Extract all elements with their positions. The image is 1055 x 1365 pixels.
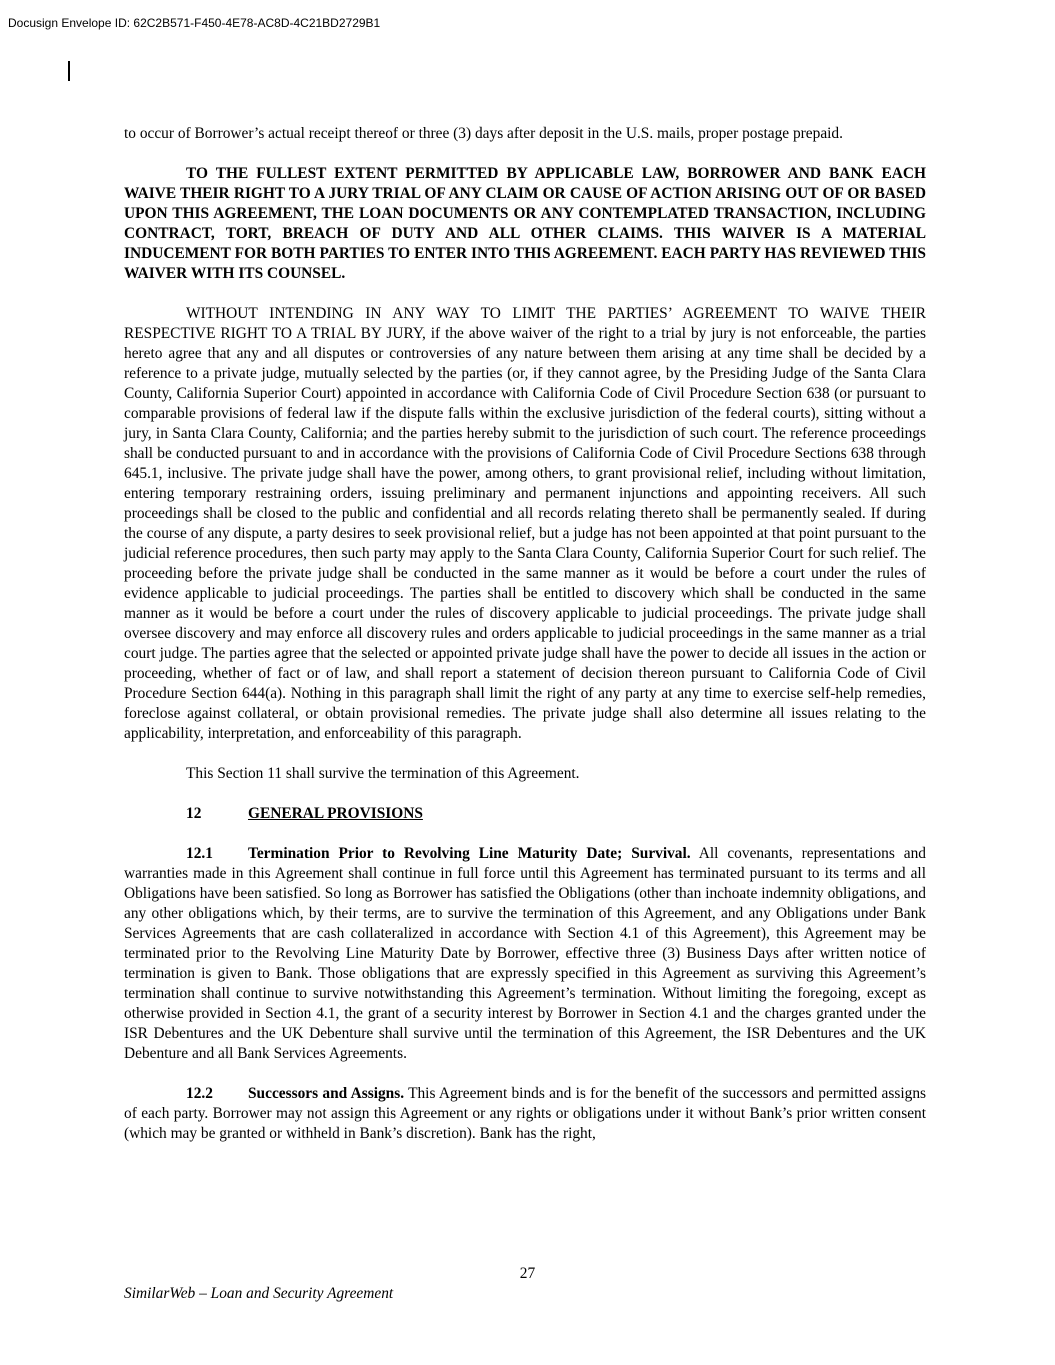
revision-margin-bar [68, 61, 70, 81]
section-12-1-title: Termination Prior to Revolving Line Maturity Date; Survival. [248, 845, 691, 862]
section-12-title: GENERAL PROVISIONS [248, 805, 423, 822]
paragraph-notice-continuation: to occur of Borrower’s actual receipt thereof or three (3) days after deposit in the U.S. mails, proper postage prepaid. [124, 125, 843, 142]
docusign-envelope-id: Docusign Envelope ID: 62C2B571-F450-4E78-AC8D-4C21BD2729B1 [8, 16, 381, 30]
paragraph-jury-waiver: TO THE FULLEST EXTENT PERMITTED BY APPLICABLE LAW, BORROWER AND BANK EACH WAIVE THEIR RIGHT TO A JURY TRIAL OF ANY CLAIM OR CAUSE OF ACTION ARISING OUT OF OR BASED UPON THIS AGREEMENT, THE LOAN DOCUMENTS OR ANY CONTEMPLATED TRANSACTION, INCLUDING CONTRACT, TORT, BREACH OF DUTY AND ALL OTHER CLAIMS. THIS WAIVER IS A MATERIAL INDUCEMENT FOR BOTH PARTIES TO ENTER INTO THIS AGREEMENT. EACH PARTY HAS REVIEWED THIS WAIVER WITH ITS COUNSEL. [124, 165, 926, 282]
section-12-2-title: Successors and Assigns. [248, 1085, 405, 1102]
section-12-1-number: 12.1 [186, 845, 213, 862]
section-12-1 [124, 844, 926, 1064]
page-number: 27 [519, 1265, 536, 1282]
document-body [124, 124, 926, 1164]
section-12-2 [124, 1084, 926, 1144]
section-12-1-body: All covenants, representations and warranties made in this Agreement shall continue in full force until this Agreement has terminated pursuant to its terms and all Obligations have been satisfied. So long as Borrower has satisfied the Obligations (other than inchoate indemnity obligations, and any other obligations which, by their terms, are to survive the termination of this Agreement, and any Obligations under Bank Services Agreements that are cash collateralized in accordance with Section 4.1 of this Agreement), this Agreement may be terminated prior to the Revolving Line Maturity Date by Borrower, effective three (3) Business Days after written notice of termination is given to Bank. Those obligations that are expressly specified in this Agreement as surviving this Agreement’s termination shall continue to survive notwithstanding this Agreement’s termination. Without limiting the foregoing, except as otherwise provided in Section 4.1, the grant of a security interest by Borrower in Section 4.1 and the charges granted under the ISR Debentures and the UK Debenture shall survive until the termination of this Agreement, the ISR Debentures and the UK Debenture and all Bank Services Agreements. [124, 845, 927, 1062]
paragraph-section11-survival: This Section 11 shall survive the termination of this Agreement. [186, 765, 580, 782]
section-12-heading [186, 804, 926, 824]
section-12-2-number: 12.2 [186, 1085, 213, 1102]
paragraph-judicial-reference: WITHOUT INTENDING IN ANY WAY TO LIMIT THE PARTIES’ AGREEMENT TO WAIVE THEIR RESPECTIVE RIGHT TO A TRIAL BY JURY, if the above waiver of the right to a trial by jury is not enforceable, the parties hereto agree that any and all disputes or controversies of any nature between them arising at any time shall be decided by a reference to a private judge, mutually selected by the parties (or, if they cannot agree, by the Presiding Judge of the Santa Clara County, California Superior Court) appointed in accordance with California Code of Civil Procedure Section 638 (or pursuant to comparable provisions of federal law if the dispute falls within the exclusive jurisdiction of the federal courts), sitting without a jury, in Santa Clara County, California; and the parties hereby submit to the jurisdiction of such court. The reference proceedings shall be conducted pursuant to and in accordance with the provisions of California Code of Civil Procedure Sections 638 through 645.1, inclusive. The private judge shall have the power, among others, to grant provisional relief, including without limitation, entering temporary restraining orders, issuing preliminary and permanent injunctions and appointing receivers. All such proceedings shall be closed to the public and confidential and all records relating thereto shall be permanently sealed. If during the course of any dispute, a party desires to seek provisional relief, but a judge has not been appointed at that point pursuant to the judicial reference procedures, then such party may apply to the Santa Clara County, California Superior Court for such relief. The proceeding before the private judge shall be conducted in the same manner as it would be before a court under the rules of evidence applicable to judicial proceedings. The parties shall be entitled to discovery which shall be conducted in the same manner as it would be before a court under the rules of discovery applicable to judicial proceedings. The private judge shall oversee discovery and may enforce all discovery rules and orders applicable to judicial proceedings in the same manner as a trial court judge. The parties agree that the selected or appointed private judge shall have the power to decide all issues in the action or proceeding, whether of fact or of law, and shall report a statement of decision thereon pursuant to California Code of Civil Procedure Section 644(a). Nothing in this paragraph shall limit the right of any party at any time to exercise self-help remedies, foreclose against collateral, or obtain provisional remedies. The private judge shall also determine all issues relating to the applicability, interpretation, and enforceability of this paragraph. [124, 305, 926, 742]
document-footer: SimilarWeb – Loan and Security Agreement [124, 1285, 394, 1302]
section-12-number: 12 [186, 805, 202, 822]
section-12-2-body: This Agreement binds and is for the benefit of the successors and permitted assigns of each party. Borrower may not assign this Agreement or any rights or obligations under it without Bank’s prior written consent (which may be granted or withheld in Bank’s discretion). Bank has the right, [124, 1085, 927, 1142]
